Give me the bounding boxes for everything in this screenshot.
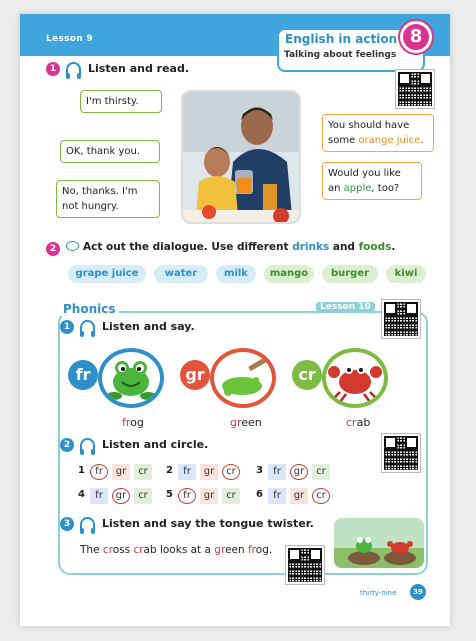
option-fr[interactable]: fr: [268, 464, 286, 480]
page-number-words: thirty-nine: [360, 589, 397, 597]
bubble-text: Would you like an: [328, 168, 401, 194]
option-cr[interactable]: cr: [312, 488, 330, 504]
option-gr[interactable]: gr: [200, 464, 218, 480]
option-fr[interactable]: fr: [90, 464, 108, 480]
twister-text: og.: [255, 544, 273, 556]
twister-text: ab looks at a: [143, 544, 215, 556]
option-fr[interactable]: fr: [178, 488, 196, 504]
audio-icon[interactable]: [80, 438, 95, 452]
bubble-text: .: [420, 135, 424, 146]
audio-icon[interactable]: [80, 320, 95, 334]
frog-crab-scene: [334, 518, 424, 568]
word-rest: og: [130, 416, 144, 429]
heading-drinks: drinks: [292, 241, 330, 253]
qr-code-icon[interactable]: [396, 70, 434, 108]
sound-gr: gr: [180, 360, 210, 390]
audio-icon[interactable]: [66, 62, 81, 76]
sound-cr: cr: [292, 360, 322, 390]
word-green: [230, 416, 262, 429]
item-number: 4: [78, 489, 85, 500]
item-number: 5: [166, 489, 173, 500]
option-fr[interactable]: fr: [178, 464, 196, 480]
option-cr[interactable]: cr: [134, 464, 152, 480]
heading-text: and: [329, 241, 359, 253]
phonics-ex1-heading: Listen and say.: [102, 320, 195, 333]
option-gr[interactable]: gr: [200, 488, 218, 504]
section-2-heading: [66, 241, 395, 253]
option-gr[interactable]: gr: [112, 464, 130, 480]
twister-text: oss: [112, 544, 134, 556]
option-gr[interactable]: gr: [290, 464, 308, 480]
word-frog: [122, 416, 144, 429]
word-pill-drink: milk: [216, 265, 256, 283]
section-2-number: 2: [46, 242, 60, 256]
phonics-title: Phonics: [60, 302, 119, 316]
lesson-label: Lesson 9: [46, 34, 93, 44]
green-paint-picture: [210, 348, 276, 408]
bubble-text: , too?: [371, 183, 400, 194]
tongue-twister: [80, 544, 272, 556]
option-cr[interactable]: cr: [222, 464, 240, 480]
option-cr[interactable]: cr: [312, 464, 330, 480]
twister-sound: cr: [102, 544, 113, 556]
highlight-word: orange juice: [358, 135, 421, 146]
sound-fr: fr: [68, 360, 98, 390]
item-number: 1: [78, 465, 85, 476]
section-1-number: 1: [46, 62, 60, 76]
family-photo: [181, 90, 301, 224]
highlight-word: apple: [343, 183, 372, 194]
word-sound: gr: [230, 416, 242, 429]
word-crab: [346, 416, 370, 429]
option-cr[interactable]: cr: [134, 488, 152, 504]
frog-picture: [98, 348, 164, 408]
word-rest: een: [241, 416, 262, 429]
phonics-ex3-heading: Listen and say the tongue twister.: [102, 517, 314, 530]
speech-bubble-boy-2: OK, thank you.: [60, 140, 160, 163]
phonics-ex2-number: 2: [60, 438, 74, 452]
twister-text: een: [225, 544, 248, 556]
speech-bubble-boy-1: I'm thirsty.: [80, 90, 162, 113]
word-pill-food: burger: [322, 265, 378, 283]
twister-sound: fr: [247, 544, 256, 556]
phonics-ex1-number: 1: [60, 320, 74, 334]
item-number: 2: [166, 465, 173, 476]
item-number: 3: [256, 465, 263, 476]
option-gr[interactable]: gr: [290, 488, 308, 504]
speech-bubble-dad-2: [322, 162, 422, 200]
textbook-page: [20, 14, 450, 626]
word-rest: ab: [356, 416, 371, 429]
twister-sound: gr: [214, 544, 226, 556]
bubble-text: You should have some: [328, 120, 410, 146]
page-subtitle: Talking about feelings: [284, 50, 397, 60]
word-sound: cr: [346, 416, 357, 429]
qr-code-icon[interactable]: [286, 546, 324, 584]
word-sound: fr: [122, 416, 131, 429]
speech-bubble-boy-3: No, thanks. I'm not hungry.: [56, 180, 160, 218]
audio-icon[interactable]: [80, 517, 95, 531]
option-cr[interactable]: cr: [222, 488, 240, 504]
twister-sound: cr: [133, 544, 144, 556]
phonics-lesson-label: Lesson 10: [316, 302, 375, 312]
word-pill-drink: grape juice: [68, 265, 146, 283]
unit-badge: 8: [400, 21, 432, 53]
option-fr[interactable]: fr: [90, 488, 108, 504]
heading-text: .: [391, 241, 396, 253]
item-number: 6: [256, 489, 263, 500]
qr-code-icon[interactable]: [382, 434, 420, 472]
speech-icon: [66, 241, 79, 251]
twister-text: The: [80, 544, 103, 556]
heading-foods: foods: [358, 241, 392, 253]
option-gr[interactable]: gr: [112, 488, 130, 504]
page-number: 39: [410, 584, 426, 600]
heading-text: Act out the dialogue. Use different: [83, 241, 293, 253]
section-1-heading: Listen and read.: [88, 62, 190, 75]
word-pill-drink: water: [154, 265, 208, 283]
option-fr[interactable]: fr: [268, 488, 286, 504]
phonics-ex2-heading: Listen and circle.: [102, 438, 209, 451]
page-title: English in action: [285, 32, 398, 46]
word-pill-food: mango: [264, 265, 314, 283]
phonics-ex3-number: 3: [60, 517, 74, 531]
speech-bubble-dad-1: [322, 114, 434, 152]
word-pill-food: kiwi: [386, 265, 426, 283]
crab-picture: [322, 348, 388, 408]
qr-code-icon[interactable]: [382, 300, 420, 338]
